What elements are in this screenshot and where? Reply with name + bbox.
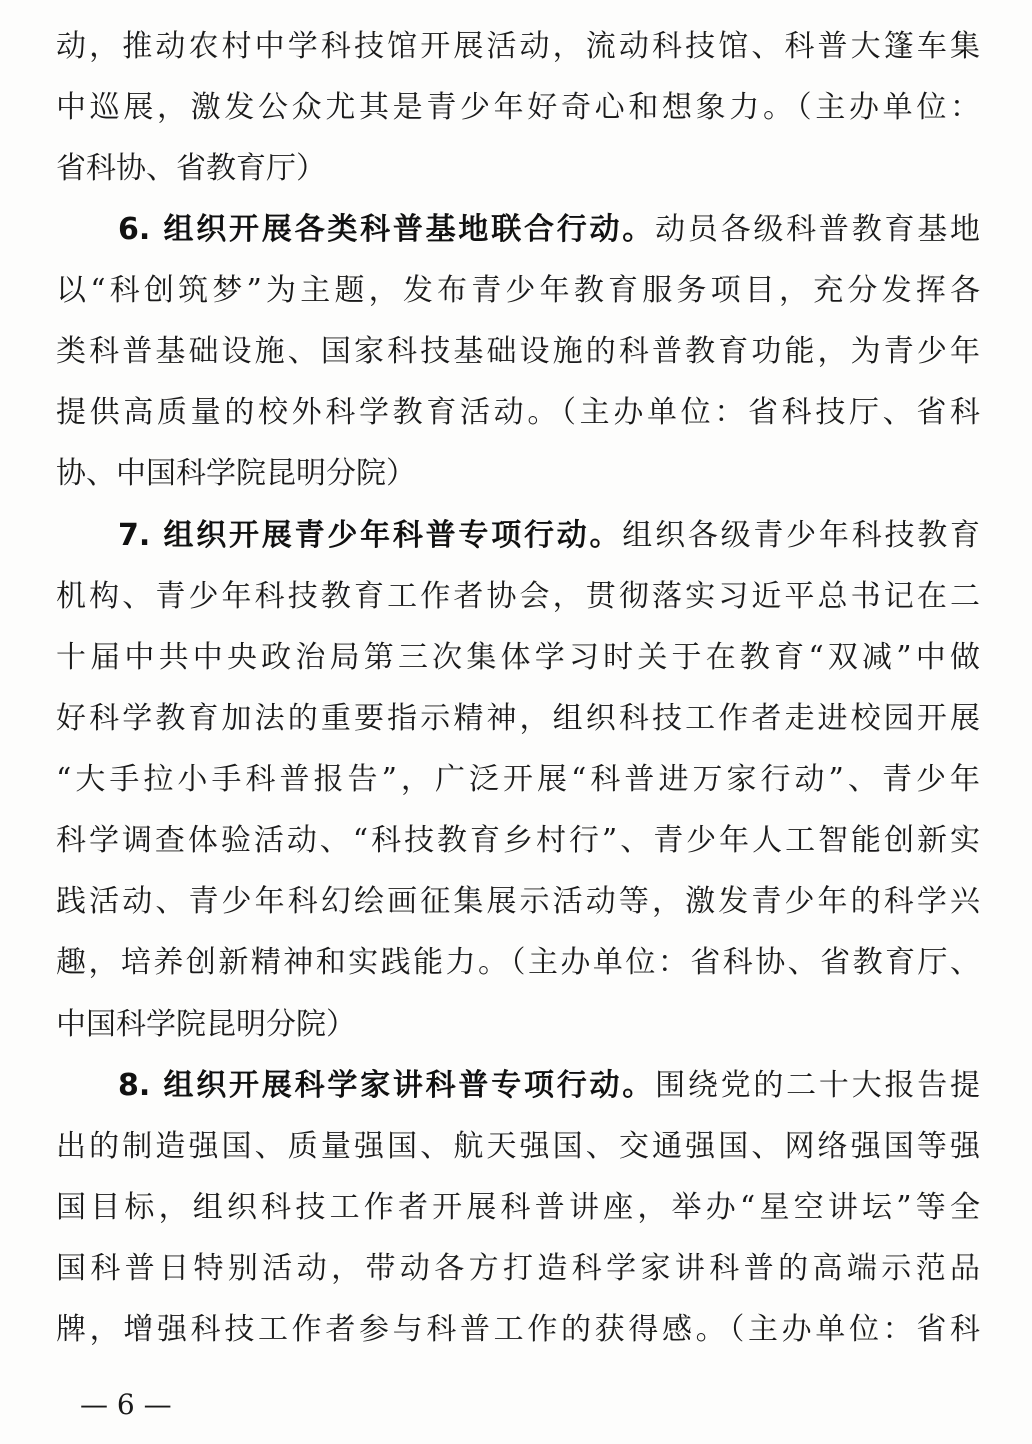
- body-line: 中国科学院昆明分院）: [56, 1007, 356, 1042]
- body-line: 趣，培养创新精神和实践能力。（主办单位：省科协、省教育厅、: [56, 945, 980, 980]
- paragraph-item-6-first-line: [118, 206, 980, 254]
- body-line: 类科普基础设施、国家科技基础设施的科普教育功能，为青少年: [56, 334, 980, 369]
- body-line: 中巡展，激发公众尤其是青少年好奇心和想象力。（主办单位：: [56, 90, 980, 125]
- body-line: “大手拉小手科普报告”，广泛开展“科普进万家行动”、青少年: [56, 762, 980, 797]
- body-line: 省科协、省教育厅）: [56, 151, 326, 186]
- body-line: 以“科创筑梦”为主题，发布青少年教育服务项目，充分发挥各: [56, 273, 980, 308]
- body-line: 好科学教育加法的重要指示精神，组织科技工作者走进校园开展: [56, 701, 980, 736]
- item-heading: 7. 组织开展青少年科普专项行动。: [118, 518, 623, 553]
- body-line: 国科普日特别活动，带动各方打造科学家讲科普的高端示范品: [56, 1251, 980, 1286]
- paragraph-item-8-first-line: [118, 1062, 980, 1110]
- item-text: 动员各级科普教育基地: [655, 212, 981, 247]
- body-line: 践活动、青少年科幻绘画征集展示活动等，激发青少年的科学兴: [56, 884, 980, 919]
- body-line: 国目标，组织科技工作者开展科普讲座，举办“星空讲坛”等全: [56, 1190, 980, 1225]
- body-line: 机构、青少年科技教育工作者协会，贯彻落实习近平总书记在二: [56, 579, 980, 614]
- page-number: — 6 —: [80, 1388, 172, 1421]
- body-line: 牌，增强科技工作者参与科普工作的获得感。（主办单位：省科: [56, 1312, 980, 1347]
- body-line: 十届中共中央政治局第三次集体学习时关于在教育“双减”中做: [56, 640, 980, 675]
- item-text: 组织各级青少年科技教育: [622, 518, 981, 553]
- body-line: 科学调查体验活动、“科技教育乡村行”、青少年人工智能创新实: [56, 823, 980, 858]
- body-line: 动，推动农村中学科技馆开展活动，流动科技馆、科普大篷车集: [56, 29, 980, 64]
- body-line: 提供高质量的校外科学教育活动。（主办单位：省科技厅、省科: [56, 395, 980, 430]
- paragraph-item-7-first-line: [118, 512, 980, 560]
- body-line: 出的制造强国、质量强国、航天强国、交通强国、网络强国等强: [56, 1129, 980, 1164]
- body-line: 协、中国科学院昆明分院）: [56, 456, 416, 491]
- item-heading: 8. 组织开展科学家讲科普专项行动。: [118, 1068, 656, 1103]
- item-text: 围绕党的二十大报告提: [655, 1068, 981, 1103]
- item-heading: 6. 组织开展各类科普基地联合行动。: [118, 212, 656, 247]
